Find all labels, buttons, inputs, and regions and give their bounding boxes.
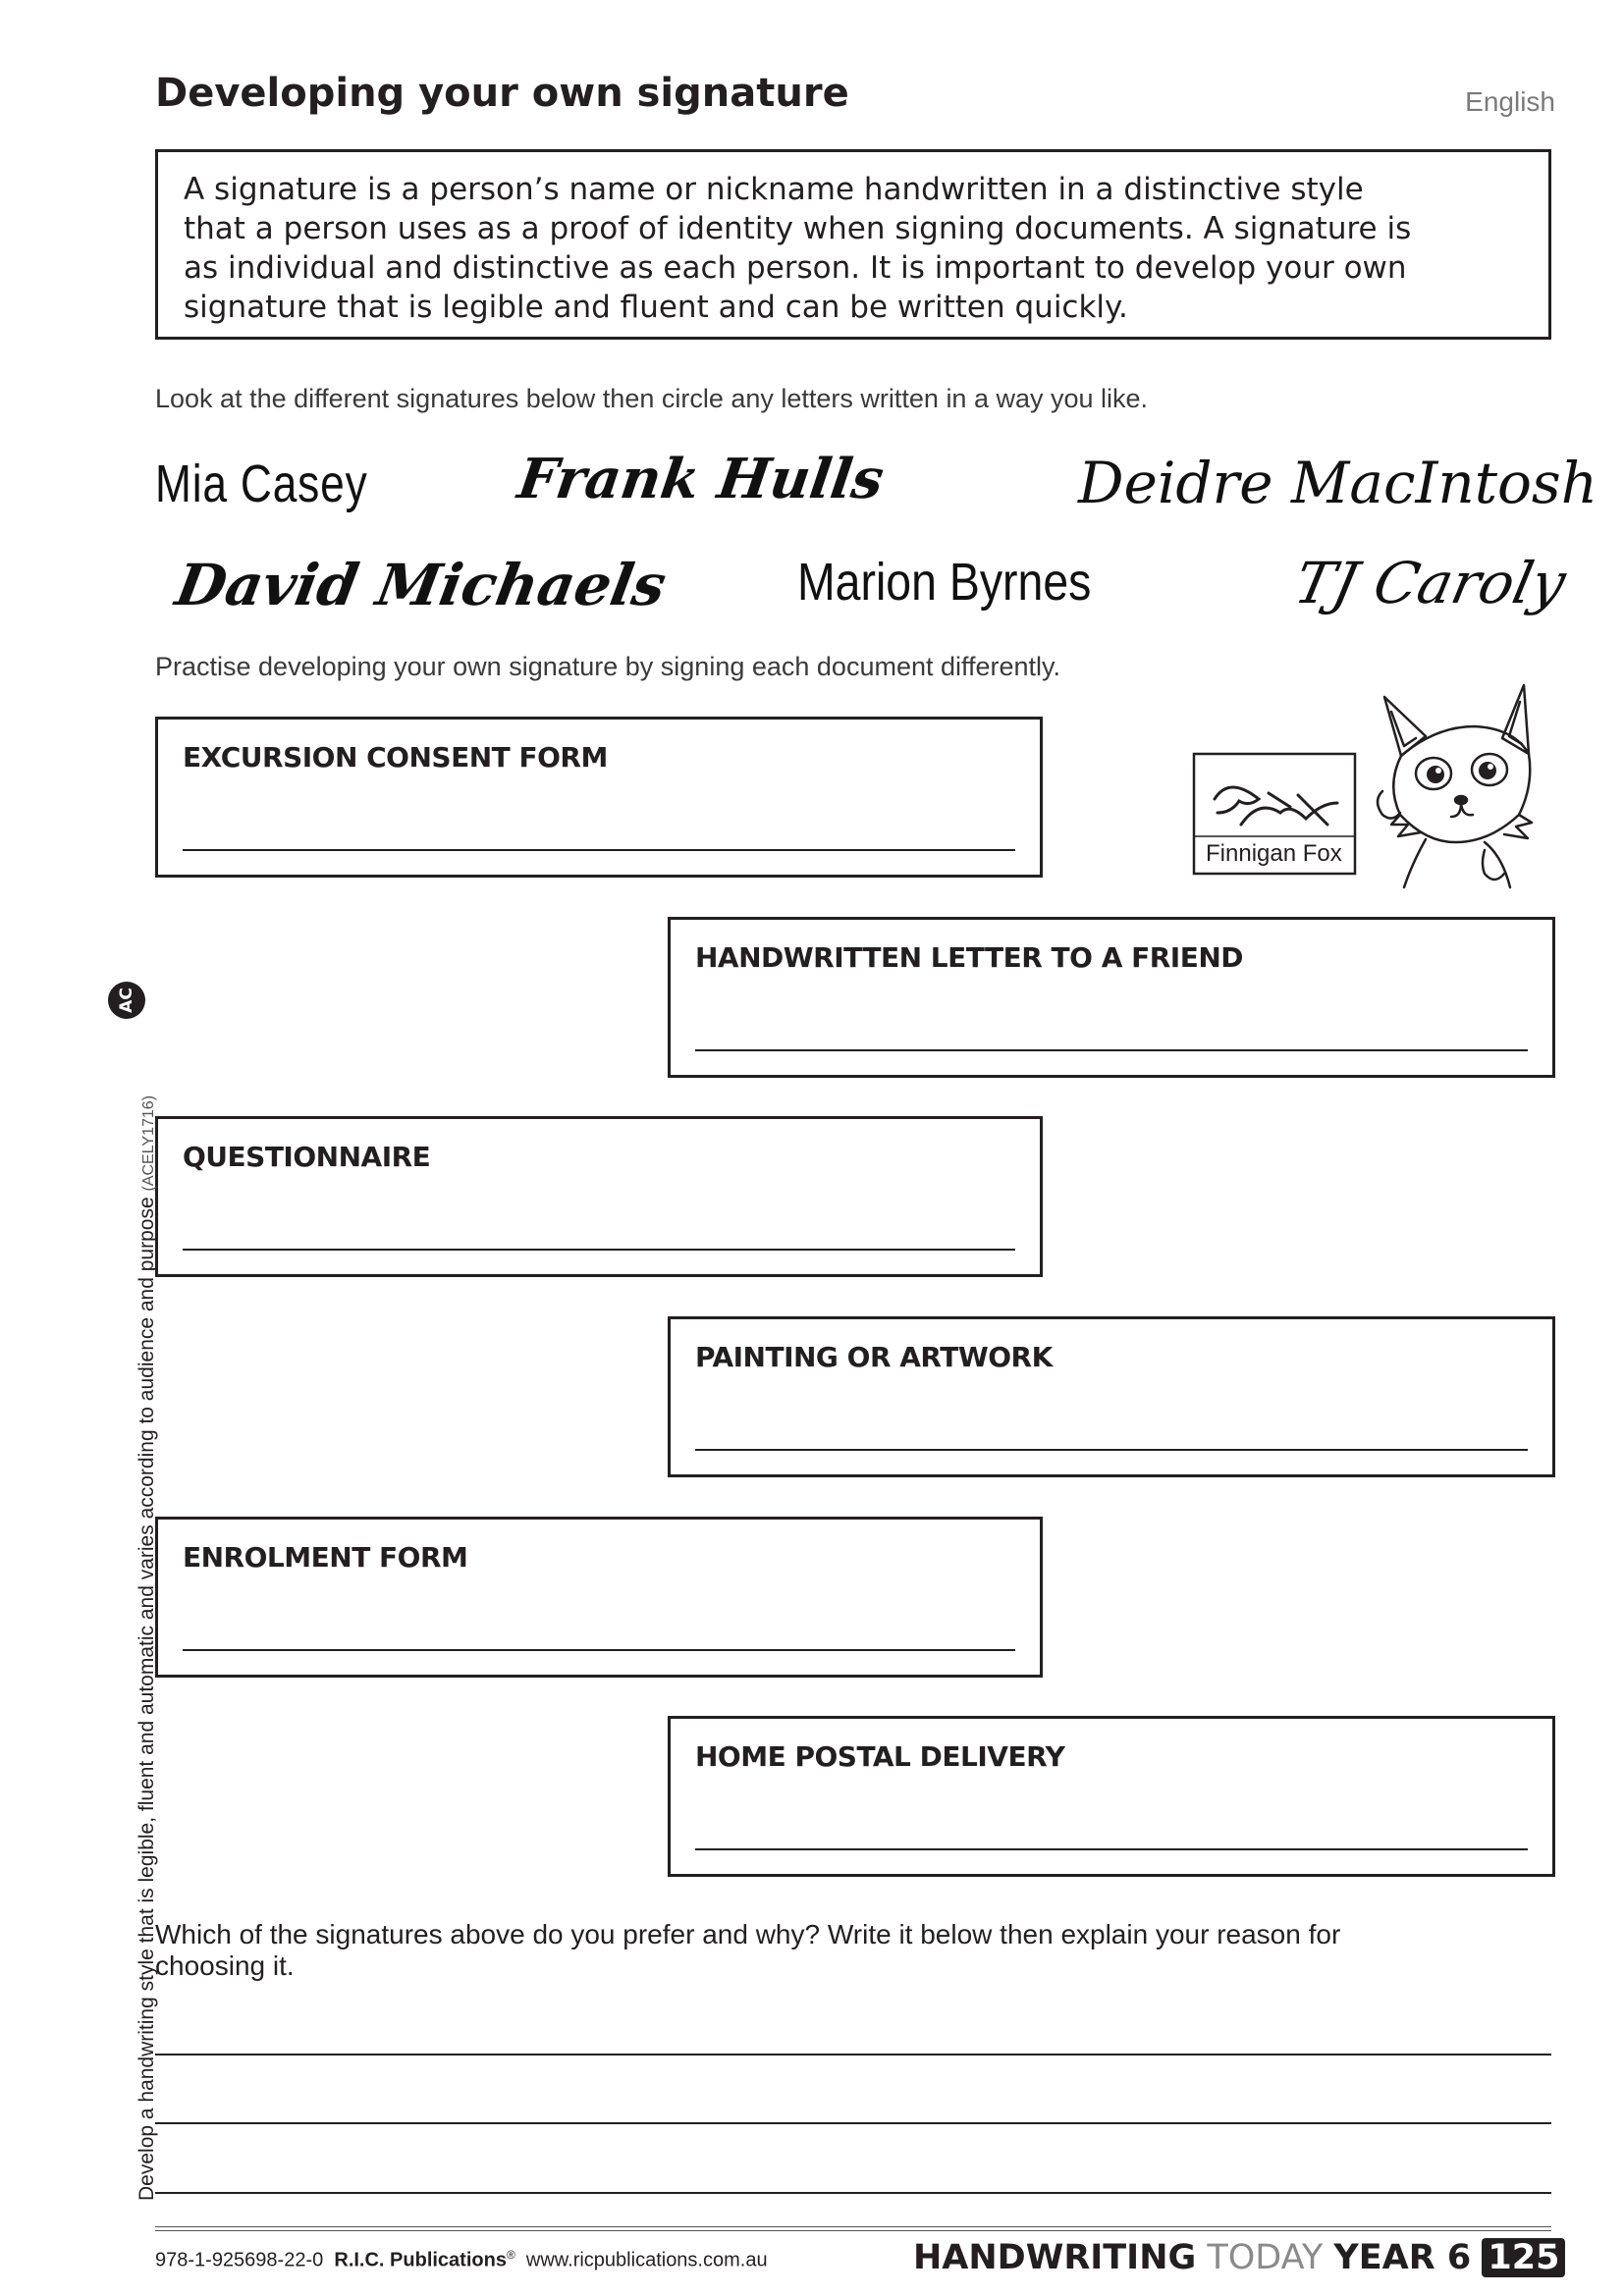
- publisher-name: R.I.C. Publications: [334, 2249, 507, 2271]
- finnigan-fox-mascot: [1190, 677, 1563, 893]
- curriculum-code: (ACELY1716): [140, 1095, 157, 1192]
- brand-today: TODAY: [1207, 2238, 1324, 2277]
- definition-line: A signature is a person’s name or nickname handwritten in a distinctive style: [184, 172, 1364, 207]
- curriculum-text: Develop a handwriting style that is legible, fluent and automatic and varies according to audience and purpose: [135, 1197, 158, 2201]
- answer-line[interactable]: [155, 2122, 1551, 2124]
- form-title: HOME POSTAL DELIVERY: [695, 1740, 1065, 1773]
- brand-year: YEAR 6: [1333, 2238, 1472, 2277]
- australian-curriculum-badge: AC: [108, 982, 145, 1019]
- brand-handwriting: HANDWRITING: [913, 2238, 1197, 2277]
- footer-divider: [155, 2230, 1551, 2231]
- question-text: [155, 1919, 1340, 1982]
- isbn: 978-1-925698-22-0: [155, 2249, 324, 2271]
- signature-sample: TJ Caroly: [1288, 550, 1572, 616]
- definition-line: that a person uses as a proof of identity when signing documents. A signature is: [184, 211, 1412, 246]
- signature-line[interactable]: [183, 849, 1015, 851]
- footer-divider: [155, 2226, 1551, 2227]
- curriculum-descriptor: [135, 1095, 159, 2201]
- form-box-enrolment: [155, 1517, 1043, 1678]
- form-title: QUESTIONNAIRE: [183, 1141, 431, 1173]
- signature-line[interactable]: [695, 1049, 1528, 1051]
- series-brand: [913, 2238, 1565, 2277]
- form-box-excursion: [155, 717, 1043, 878]
- signature-line[interactable]: [183, 1249, 1015, 1251]
- mascot-card-label: Finnigan Fox: [1206, 840, 1342, 867]
- subject-label: English: [1465, 86, 1555, 117]
- page-number: 125: [1482, 2238, 1565, 2277]
- signature-sample: Deidre MacIntosh: [1078, 450, 1598, 516]
- form-title: EXCURSION CONSENT FORM: [183, 741, 608, 774]
- signature-sample: Marion Byrnes: [797, 553, 1092, 612]
- definition-line: as individual and distinctive as each person. It is important to develop your own: [184, 250, 1407, 286]
- form-title: PAINTING OR ARTWORK: [695, 1341, 1053, 1373]
- signature-sample: Mia Casey: [155, 454, 368, 513]
- signature-line[interactable]: [183, 1649, 1015, 1651]
- question-line: Which of the signatures above do you prefer and why? Write it below then explain your reason for: [155, 1919, 1341, 1949]
- definition-line: signature that is legible and fluent and can be written quickly.: [184, 290, 1128, 325]
- answer-line[interactable]: [155, 2054, 1551, 2056]
- signature-line[interactable]: [695, 1449, 1528, 1451]
- publisher-website[interactable]: www.ricpublications.com.au: [525, 2249, 768, 2271]
- question-line: choosing it.: [155, 1950, 295, 1981]
- answer-line[interactable]: [155, 2192, 1551, 2194]
- page-title: Developing your own signature: [155, 71, 849, 116]
- instruction-circle-letters: Look at the different signatures below then circle any letters written in a way you like.: [155, 384, 1149, 413]
- footer-publication-info: [155, 2248, 768, 2272]
- form-box-letter: [668, 917, 1555, 1078]
- signature-sample: David Michaels: [171, 552, 672, 618]
- form-box-postal: [668, 1716, 1555, 1877]
- form-title: ENROLMENT FORM: [183, 1541, 468, 1574]
- form-title: HANDWRITTEN LETTER TO A FRIEND: [695, 941, 1244, 974]
- signature-line[interactable]: [695, 1848, 1528, 1850]
- form-box-artwork: [668, 1316, 1555, 1477]
- definition-box: [155, 149, 1551, 340]
- form-box-questionnaire: [155, 1116, 1043, 1277]
- instruction-practise: Practise developing your own signature by signing each document differently.: [155, 652, 1061, 681]
- registered-mark: ®: [506, 2248, 515, 2262]
- signature-sample: Frank Hulls: [514, 447, 888, 511]
